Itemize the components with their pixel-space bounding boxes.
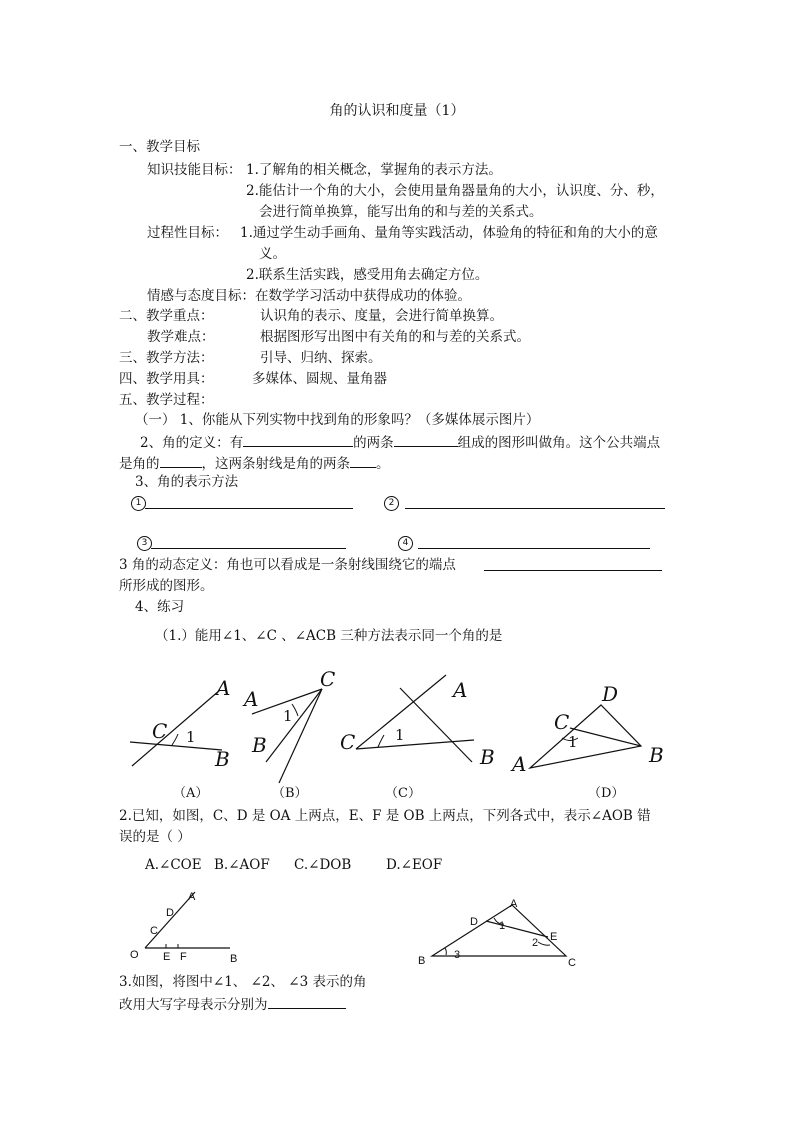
fig3-label-2: 2 bbox=[532, 937, 539, 949]
fig-a-label-c: C bbox=[152, 719, 168, 743]
q2-text-c: 组成的图形叫做角。这个公共端点 bbox=[457, 435, 661, 451]
fig-c-label-b: B bbox=[480, 745, 495, 769]
problem-2-option-d[interactable]: D.∠EOF bbox=[386, 857, 443, 873]
fig-c-label-1: 1 bbox=[395, 726, 405, 744]
fig-b-caption: （B） bbox=[272, 786, 308, 801]
process-goal-1: 1.通过学生动手画角、量角等实践活动，体验角的特征和角的大小的意 bbox=[240, 225, 658, 241]
problem-2-line2: 误的是（ ） bbox=[119, 829, 191, 845]
exercise-label: 4、练习 bbox=[135, 599, 185, 615]
process-goal-label: 过程性目标： bbox=[147, 225, 228, 241]
q2-text-a: 2、角的定义：有 bbox=[140, 435, 244, 451]
fig-d-label-1: 1 bbox=[568, 733, 578, 751]
process-goal-1-cont: 义。 bbox=[259, 246, 286, 262]
fig2-label-o: O bbox=[130, 949, 139, 961]
fig3-label-c: C bbox=[568, 957, 576, 969]
key-point-label: 二、教学重点： bbox=[119, 308, 214, 324]
fig2-label-f: F bbox=[180, 951, 187, 963]
fig-b-label-1: 1 bbox=[283, 707, 293, 725]
circled-number-3: 3 bbox=[137, 536, 152, 551]
fig3-label-3: 3 bbox=[454, 949, 461, 961]
key-point-text: 认识角的表示、度量，会进行简单换算。 bbox=[260, 308, 503, 324]
fig-a-label-b: B bbox=[215, 747, 230, 771]
fig-b-label-b: B bbox=[252, 733, 267, 757]
process-label: 五、教学过程： bbox=[119, 392, 214, 408]
fig3-label-a: A bbox=[510, 898, 518, 910]
figure-b bbox=[242, 667, 335, 801]
problem-3-line1: 3.如图，将图中∠1、 ∠2、 ∠3 表示的角 bbox=[119, 974, 367, 990]
figure-angle-aob bbox=[130, 891, 237, 965]
q2-text-e: ，这两条射线是角的两条 bbox=[201, 456, 350, 472]
q2-text-d: 是角的 bbox=[119, 456, 160, 472]
fig3-label-e: E bbox=[550, 931, 558, 943]
fig2-label-c: C bbox=[150, 925, 158, 937]
fig-c-label-a: A bbox=[453, 678, 468, 702]
dynamic-definition-cont: 所形成的图形。 bbox=[119, 578, 214, 594]
q2-text-b: 的两条 bbox=[353, 435, 394, 451]
tools-label: 四、教学用具： bbox=[119, 371, 214, 387]
problem-2-line1: 2.已知，如图，C、D 是 OA 上两点，E、F 是 OB 上两点，下列各式中，表示∠AOB 错 bbox=[119, 808, 651, 824]
fig2-label-a: A bbox=[188, 891, 196, 903]
problem-3-blank[interactable] bbox=[268, 994, 346, 1009]
knowledge-goal-2: 2.能估计一个角的大小，会使用量角器量角的大小，认识度、分、秒， bbox=[246, 183, 664, 199]
process-goal-2: 2.联系生活实践，感受用角去确定方位。 bbox=[246, 267, 489, 283]
tools-text: 多媒体、圆规、量角器 bbox=[252, 371, 387, 387]
fig-d-label-d: D bbox=[602, 682, 619, 706]
figure-d bbox=[510, 682, 664, 801]
knowledge-goal-1: 1.了解角的相关概念，掌握角的表示方法。 bbox=[246, 162, 502, 178]
page-title: 角的认识和度量（1） bbox=[329, 103, 465, 119]
figure-c bbox=[340, 675, 495, 801]
problem-2-option-c[interactable]: C.∠DOB bbox=[294, 857, 352, 873]
fig2-label-e: E bbox=[163, 951, 171, 963]
emotion-goal: 情感与态度目标：在数学学习活动中获得成功的体验。 bbox=[147, 288, 471, 304]
fig-d-label-b: B bbox=[649, 743, 664, 767]
difficulty-text: 根据图形写出图中有关角的和与差的关系式。 bbox=[260, 329, 530, 345]
fig-a-caption: （A） bbox=[173, 786, 209, 801]
knowledge-goal-label: 知识技能目标： bbox=[147, 162, 242, 178]
fig-c-caption: （C） bbox=[385, 786, 421, 801]
fig3-label-d: D bbox=[470, 916, 478, 928]
problem-3-line2 bbox=[119, 994, 346, 1014]
fig2-label-d: D bbox=[166, 907, 174, 919]
circled-number-4: 4 bbox=[398, 536, 413, 551]
fig-b-label-c: C bbox=[320, 667, 336, 691]
method-text: 引导、归纳、探索。 bbox=[260, 350, 382, 366]
knowledge-goal-2-cont: 会进行简单换算，能写出角的和与差的关系式。 bbox=[259, 204, 543, 220]
method-label: 三、教学方法： bbox=[119, 350, 214, 366]
problem-3-text-b: 改用大写字母表示分别为 bbox=[119, 997, 268, 1013]
dynamic-text-a: 3 角的动态定义：角也可以看成是一条射线围绕它的端点 bbox=[119, 557, 456, 573]
fig-d-label-a: A bbox=[512, 752, 527, 776]
fig3-label-1: 1 bbox=[499, 920, 506, 932]
section-heading-goals: 一、教学目标 bbox=[119, 139, 200, 155]
circled-number-2: 2 bbox=[384, 496, 399, 511]
figure-triangle-abc bbox=[418, 898, 576, 969]
fig3-label-b: B bbox=[418, 955, 426, 967]
exercise-1: （1.）能用∠1、∠C 、∠ACB 三种方法表示同一个角的是 bbox=[155, 628, 503, 644]
figure-a bbox=[130, 676, 230, 801]
problem-2-option-b[interactable]: B.∠AOF bbox=[214, 857, 270, 873]
fig-c-label-c: C bbox=[340, 730, 356, 754]
fig-a-label-1: 1 bbox=[186, 728, 196, 746]
difficulty-label: 教学难点： bbox=[147, 329, 215, 345]
question-3: 3、角的表示方法 bbox=[135, 474, 239, 490]
fig-d-caption: （D） bbox=[588, 786, 625, 801]
circled-number-1: 1 bbox=[131, 496, 146, 511]
problem-2-option-a[interactable]: A.∠COE bbox=[145, 857, 202, 873]
question-1: （一） 1、你能从下列实物中找到角的形象吗？（多媒体展示图片） bbox=[135, 412, 540, 428]
fig-b-label-a: A bbox=[244, 687, 259, 711]
fig2-label-b: B bbox=[230, 953, 238, 965]
fig-d-label-c: C bbox=[554, 710, 570, 734]
q2-text-f: 。 bbox=[376, 456, 390, 472]
fig-a-label-a: A bbox=[216, 676, 231, 700]
